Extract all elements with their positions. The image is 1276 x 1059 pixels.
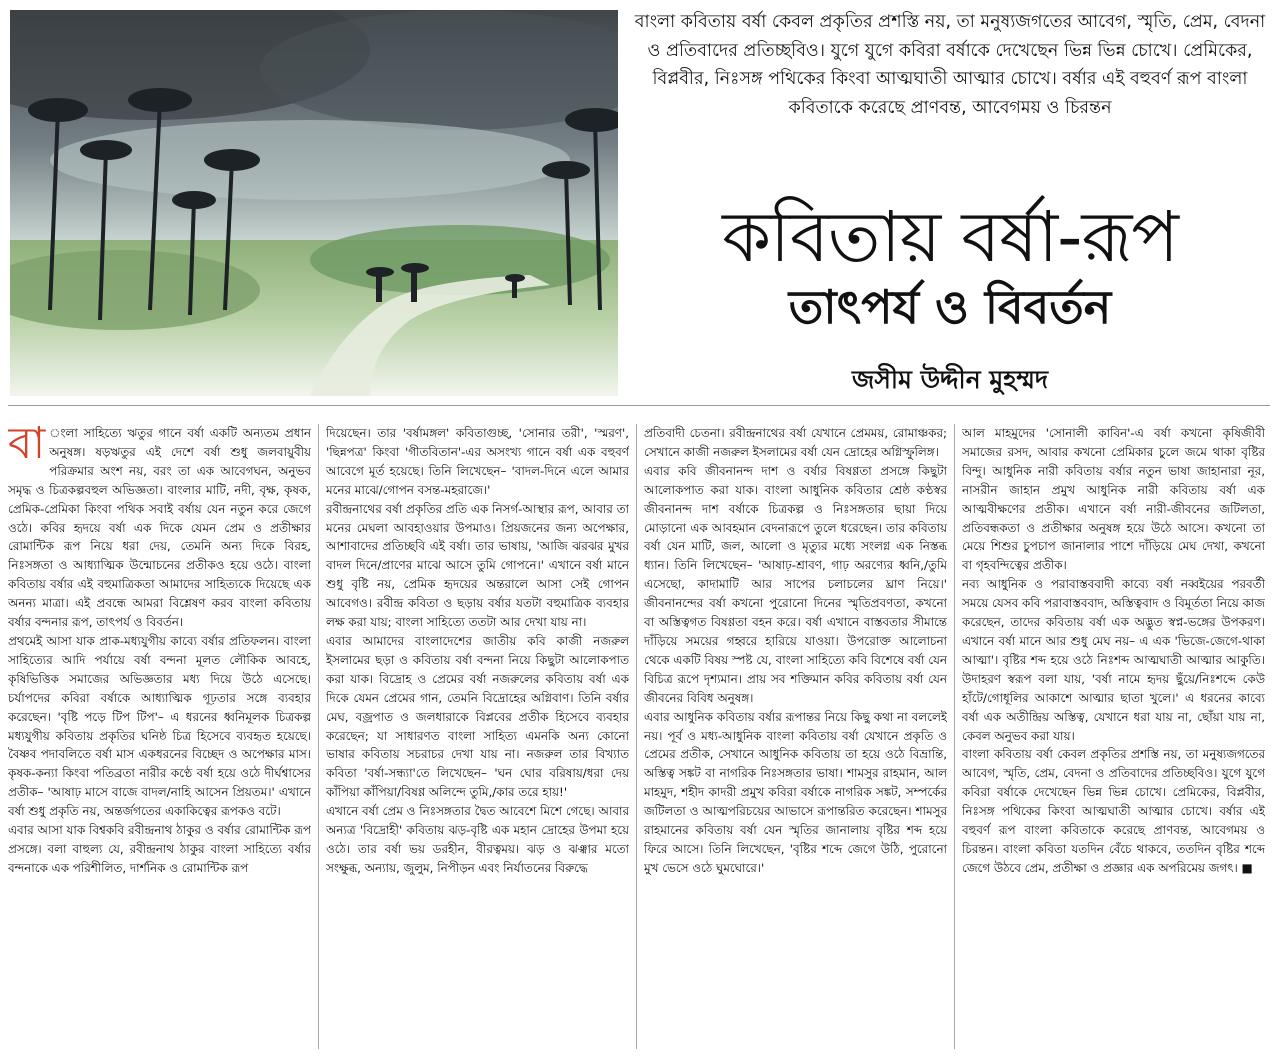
paragraph: আল মাহমুদের 'সোনালী কাবিন'-এ বর্ষা কখনো কৃষিজীবী সমাজের রসদ, আবার কখনো প্রেমিকার চুলে জমে থাকা বৃষ্টির বিন্দু। আধুনিক নারী কবিতায় বর্ষার নতুন ভাষা জাহানারা নূর, নাসরীন জাহান প্রমুখ আধুনিক নারী কবিতায় বর্ষা এক আত্মবীক্ষণের প্রতীক। এখানে বর্ষা নারী-জীবনের জটিলতা, প্রতিবন্ধকতা ও প্রতীক্ষার অনুষঙ্গ হয়ে উঠে আসে। কখনো তা মেয়ে শিশুর চুপচাপ জানালার পাশে দাঁড়িয়ে মেঘ দেখা, কখনো বা গৃহবন্দিত্বের প্রতীক। — [962, 426, 1265, 573]
headline-block — [632, 195, 1268, 339]
column-separator — [954, 424, 955, 1049]
painting-artwork — [10, 10, 618, 396]
paragraph: নব্য আধুনিক ও পরাবাস্তববাদী কাব্যে বর্ষা নব্বইয়ের পরবর্তী সময়ে যেসব কবি পরাবাস্তববাদ, অস্তিত্ববাদ ও বিমূর্ততা নিয়ে কাজ করেছেন, তাদের কবিতায় বর্ষা এক অদ্ভুত স্বপ্ন-ভঙ্গের উপকরণ। এখানে বর্ষা মানে আর শুধু মেঘ নয়– এ এক 'ভিজে-জেগে-থাকা আত্মা'। বৃষ্টির শব্দ হয়ে ওঠে নিঃশব্দ আত্মঘাতী আত্মার আকুতি। উদাহরণ স্বরূপ বলা যায়, 'বর্ষা নামে হৃদয় ছুঁয়ে/নিঃশব্দে কেউ হাঁটে/গোধূলির আকাশে আত্মার ছাতা খুলে।' এ ধরনের কাব্যে বর্ষা এক অতীন্দ্রিয় অস্তিত্ব, যেখানে ধরা যায় না, ছোঁয়া যায় না, কেবল অনুভব করা যায়। — [962, 577, 1265, 743]
paragraph: রবীন্দ্রনাথের বর্ষা প্রকৃতির প্রতি এক নিসর্গ-আস্থার রূপ, আবার তা মনের মেঘলা আবহাওয়ার উপমাও। প্রিয়জনের জন্য অপেক্ষার, আশাবাদের প্রতিচ্ছবি এই বর্ষা। তার ভাষায়, 'আজি ঝরঝর মুখর বাদল দিনে/প্রাণের মাঝে আসে তুমি গোপনে।' এখানে বর্ষা মানে শুধু বৃষ্টি নয়, প্রেমিক হৃদয়ের অন্তরালে আসা সেই গোপন আবেগও। রবীন্দ্র কবিতা ও ছড়ায় বর্ষার যতটা বহুমাত্রিক ব্যবহার লক্ষ করা যায়; বাংলা সাহিত্যে ততটা আর দেখা যায় না। — [326, 501, 629, 630]
subheadline: তাৎপর্য ও বিবর্তন — [788, 280, 1112, 334]
article-column-4 — [962, 424, 1265, 1049]
paragraph: প্রথমেই আসা যাক প্রাক-মধ্যযুগীয় কাব্যে বর্ষার প্রতিফলন। বাংলা সাহিত্যের আদি পর্যায়ে বর্ষা বন্দনা মূলত লৌকিক আবহে, কৃষিভিত্তিক সমাজের অভিজ্ঞতার মধ্য দিয়ে উঠে এসেছে। চর্যাপদের কবিরা বর্ষাকে আধ্যাত্মিক গূঢ়তার সঙ্গে ব্যবহার করেছেন। 'বৃষ্টি পড়ে টিপ টিপ'– এ ধরনের ধ্বনিমূলক চিত্রকল্প মধ্যযুগীয় কবিতায় প্রকৃতির ঘনিষ্ঠ চিত্র হিসেবে ব্যবহৃত হয়েছে। বৈষ্ণব পদাবলিতে বর্ষা মাস একধরনের বিচ্ছেদ ও অপেক্ষার মাস। কৃষক-কন্যা কিংবা পতিব্রতা নারীর কণ্ঠে বর্ষা হয়ে ওঠে দীর্ঘশ্বাসের প্রতীক– 'আষাঢ় মাসে বাজে বাদল/নাহি আসেন প্রিয়তম।' এখানে বর্ষা শুধু প্রকৃতি নয়, অন্তর্জগতের একাকিত্বের রূপকও বটে। — [8, 633, 311, 819]
article-column-1 — [8, 424, 311, 1049]
column-separator — [318, 424, 319, 1049]
intro-standfirst: বাংলা কবিতায় বর্ষা কেবল প্রকৃতির প্রশস্তি নয়, তা মনুষ্যজগতের আবেগ, স্মৃতি, প্রেম, বেদনা ও প্রতিবাদের প্রতিচ্ছবিও। যুগে যুগে কবিরা বর্ষাকে দেখেছেন ভিন্ন ভিন্ন চোখে। প্রেমিকের, বিপ্লবীর, নিঃসঙ্গ পথিকের কিংবা আত্মঘাতী আত্মার চোখে। বর্ষার এই বহুবর্ণ রূপ বাংলা কবিতাকে করেছে প্রাণবন্ত, আবেগময় ও চিরন্তন — [634, 12, 1266, 118]
paragraph: এবার কবি জীবনানন্দ দাশ ও বর্ষার বিষণ্ণতা প্রসঙ্গে কিছুটা আলোকপাত করা যাক। বাংলা আধুনিক কবিতার শ্রেষ্ঠ কণ্ঠস্বর জীবনানন্দ দাশ বর্ষাকে চিত্রকল্প ও নিঃসঙ্গতার ছায়া দিয়ে মোড়ানো এক আবহমান বেদনারূপে তুলে ধরেছেন। তার কবিতায় বর্ষা যেন মাটি, জল, আলো ও মৃত্যুর মধ্যে সংলগ্ন এক নিস্তব্ধ ধ্যান। তিনি লিখেছেন– 'আষাঢ়-শ্রাবণ, গাঢ় অরণ্যের ধ্বনি,/তুমি এসেছো, কাদামাটি আর সাপের চলাচলের ঘ্রাণ নিয়ে।' জীবনানন্দের বর্ষা কখনো পুরোনো দিনের স্মৃতিপ্রবণতা, কখনো বা অস্তিত্বগত বিষণ্ণতা বহন করে। বর্ষা এখানে বাস্তবতার সীমান্তে দাঁড়িয়ে সময়ের গহ্বরে হারিয়ে যাওয়া। উপরোক্ত আলোচনা থেকে একটি বিষয় স্পষ্ট যে, বাংলা সাহিত্যে কবি বিশেষে বর্ষা যেন বিচিত্র রূপে দৃশ্যমান। প্রায় সব শক্তিমান কবির কবিতায় বর্ষা যেন জীবনের বিবিধ অনুষঙ্গ। — [644, 463, 947, 705]
paragraph: এবার আসা যাক বিশ্বকবি রবীন্দ্রনাথ ঠাকুর ও বর্ষার রোমান্টিক রূপ প্রসঙ্গে। বলা বাহুল্য যে, রবীন্দ্রনাথ ঠাকুর বাংলা সাহিত্যে বর্ষার বন্দনাকে এক পরিশীলিত, দার্শনিক ও রোমান্টিক রূপ — [8, 823, 311, 875]
monsoon-painting — [10, 10, 618, 396]
article-column-2 — [326, 424, 629, 1049]
section-divider — [8, 405, 1270, 406]
paragraph: বাংলা কবিতায় বর্ষা কেবল প্রকৃতির প্রশস্তি নয়, তা মনুষ্যজগতের আবেগ, স্মৃতি, প্রেম, বেদনা ও প্রতিবাদের প্রতিচ্ছবিও। যুগে যুগে কবিরা বর্ষাকে দেখেছেন ভিন্ন ভিন্ন চোখে। প্রেমিকের, বিপ্লবীর, নিঃসঙ্গ পথিকের কিংবা আত্মঘাতী আত্মার চোখে। বর্ষার এই বহুবর্ণ রূপ বাংলা কবিতাকে করেছে প্রাণবন্ত, আবেগময় ও চিরন্তন। বাংলা কবিতা যতদিন বেঁচে থাকবে, ততদিন বৃষ্টির শব্দে জেগে উঠবে প্রেম, প্রতীক্ষা ও প্রজ্ঞার এক অপরিমেয় জগৎ। ■ — [962, 747, 1265, 875]
paragraph: এখানে বর্ষা প্রেম ও নিঃসঙ্গতার দ্বৈত আবেশে মিশে গেছে। আবার অন্যত্র 'বিদ্রোহী' কবিতায় ঝড়-বৃষ্টি এক মহান দ্রোহের উপমা হয়ে ওঠে। তার বর্ষা ভয় ডরহীন, বীরত্বময়। ঝড় ও ঝঞ্ঝার মতো সংক্ষুব্ধ, অন্যায়, জুলুম, নিপীড়ন এবং নির্যাতনের বিরুদ্ধে — [326, 804, 629, 875]
author-byline: জসীম উদ্দীন মুহম্মদ — [851, 365, 1049, 394]
drop-cap: বা — [8, 424, 46, 469]
paragraph — [8, 424, 311, 632]
paragraph: দিয়েছেন। তার 'বর্ষামঙ্গল' কবিতাগুচ্ছ, 'সোনার তরী', 'স্মরণ', 'ছিন্নপত্র' কিংবা 'গীতবিতান'-এর অসংখ্য গানে বর্ষা এক বহুবর্ণ আবেগে মূর্ত হয়েছে। তিনি লিখেছেন– 'বাদল-দিনে এলে আমার মনের মাঝে/গোপন বসন্ত-মহরাজে।' — [326, 426, 629, 497]
article-column-3 — [644, 424, 947, 1049]
column-separator — [636, 424, 637, 1049]
paragraph: এবার আমাদের বাংলাদেশের জাতীয় কবি কাজী নজরুল ইসলামের ছড়া ও কবিতায় বর্ষা বন্দনা নিয়ে কিছুটা আলোকপাত করা যাক। বিদ্রোহ ও প্রেমের বর্ষা নজরুলের কবিতায় বর্ষা এক দিকে যেমন প্রেমের গান, তেমনি বিদ্রোহের অগ্নিবাণ। তিনি বর্ষার মেঘ, বজ্রপাত ও জলধারাকে বিপ্লবের প্রতীক হিসেবে ব্যবহার করেছেন; যা সাধারণত বাংলা সাহিত্য এমনকি অন্য কোনো ভাষার কবিতায় সচরাচর দেখা যায় না। নজরুল তার বিখ্যাত কবিতা 'বর্ষা-সন্ধ্যা'তে লিখেছেন– 'ঘন ঘোর বরিষায়/ধরা দেয় কাঁপিয়া কাঁপিয়া/বিষণ্ণ অলিন্দে তুমি,/কার তরে হায়!' — [326, 633, 629, 800]
paragraph-text: ংলা সাহিত্যে ঋতুর গানে বর্ষা একটি অন্যতম প্রধান অনুষঙ্গ। ষড়ঋতুর এই দেশে বর্ষা শুধু জলবায়ুবীয় পরিক্রমার অংশ নয়, বরং তা এক আবেগঘন, অনুভব সমৃদ্ধ ও চিত্রকল্পবহুল অভিজ্ঞতা। বাংলার মাটি, নদী, বৃক্ষ, কৃষক, প্রেমিক-প্রেমিকা কিংবা পথিক সবাই বর্ষায় যেন নতুন করে জেগে ওঠে। কবির হৃদয়ে বর্ষা এক দিকে যেমন প্রেম ও প্রতীক্ষার রোমান্টিক রূপ নিয়ে ধরা দেয়, তেমনি অন্য দিকে বিরহ, নিঃসঙ্গতা ও আধ্যাত্মিক উন্মোচনের প্রতীকও হয়ে ওঠে। বাংলা কবিতায় বর্ষার এই বহুমাত্রিকতা আমাদের সাহিত্যকে দিয়েছে এক অনন্য মাত্রা। এই প্রবন্ধে আমরা বিশ্লেষণ করব বাংলা কবিতায় বর্ষার বন্দনার রূপ, তাৎপর্য ও বিবর্তন। — [8, 426, 311, 630]
headline: কবিতায় বর্ষা-রূপ — [722, 196, 1178, 278]
paragraph: প্রতিবাদী চেতনা। রবীন্দ্রনাথের বর্ষা যেখানে প্রেমময়, রোমাঞ্চকর; সেখানে কাজী নজরুল ইসলামের বর্ষা যেন দ্রোহের অগ্নিস্ফুলিঙ্গ। — [644, 426, 947, 459]
paragraph: এবার আধুনিক কবিতায় বর্ষার রূপান্তর নিয়ে কিছু কথা না বললেই নয়। পূর্ব ও মধ্য-আধুনিক বাংলা কবিতায় বর্ষা যেখানে প্রকৃতি ও প্রেমের প্রতীক, সেখানে আধুনিক কবিতায় তা হয়ে ওঠে বিভ্রান্তি, অস্তিত্ব সঙ্কট বা নাগরিক নিঃসঙ্গতার ভাষা। শামসুর রাহমান, আল মাহমুদ, শহীদ কাদরী প্রমুখ কবিরা বর্ষাকে নাগরিক সঙ্কট, সম্পর্কের জটিলতা ও আত্মপরিচয়ের আভাসে রূপান্তরিত করেছেন। শামসুর রাহমানের কবিতায় বর্ষা যেন স্মৃতির জানালায় বৃষ্টির শব্দ হয়ে ফিরে আসে। তিনি লিখেছেন, 'বৃষ্টির শব্দে জেগে উঠি, পুরোনো মুখ ভেসে ওঠে ঘুমঘোরে।' — [644, 709, 947, 875]
